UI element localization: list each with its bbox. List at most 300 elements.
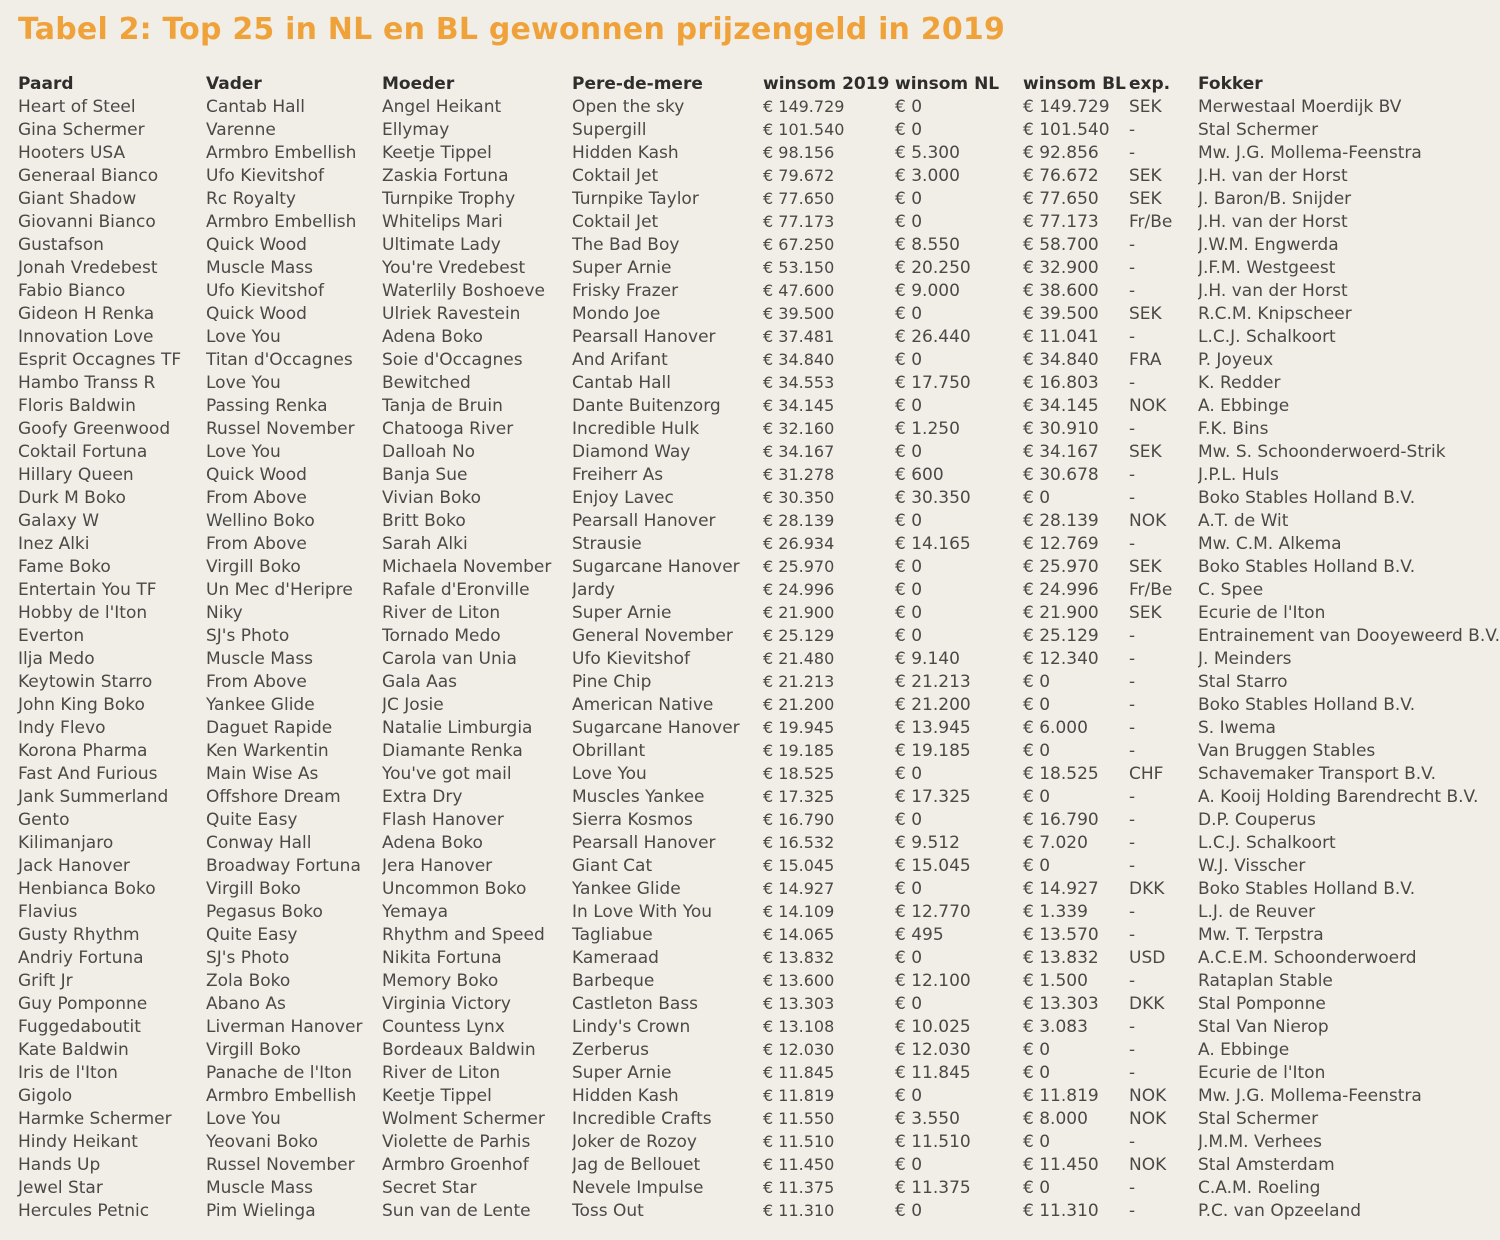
winnings-2019-cell: € 32.160 [763,419,835,438]
dam-cell: Rafale d'Eronville [382,579,530,600]
breeder-cell: Entrainement van Dooyeweerd B.V. [1198,625,1500,646]
sire-cell: Broadway Fortuna [206,855,361,876]
dam-cell: Adena Boko [382,832,483,853]
dam-sire-cell: Joker de Rozoy [572,1131,697,1152]
dam-cell: Ellymay [382,119,450,140]
dam-cell: Nikita Fortuna [382,947,502,968]
export-cell: - [1129,142,1136,163]
table-row [0,762,1500,785]
dam-cell: Michaela November [382,556,552,577]
table-title: Tabel 2: Top 25 in NL en BL gewonnen prijzengeld in 2019 [18,12,1006,47]
sire-cell: Virgill Boko [206,1039,301,1060]
winnings-2019-cell: € 13.600 [763,971,835,990]
export-cell: - [1129,1016,1136,1037]
breeder-cell: D.P. Couperus [1198,809,1316,830]
sire-cell: Passing Renka [206,395,328,416]
breeder-cell: S. Iwema [1198,717,1276,738]
dam-sire-cell: Freiherr As [572,464,664,485]
sire-cell: SJ's Photo [206,625,290,646]
winnings-bl-cell: € 25.129 [1023,625,1099,646]
winnings-nl-cell: € 0 [895,349,923,370]
winnings-2019-cell: € 37.481 [763,327,835,346]
winnings-2019-cell: € 18.525 [763,764,835,783]
horse-cell: Esprit Occagnes TF [18,349,182,370]
dam-cell: Ulriek Ravestein [382,303,521,324]
dam-sire-cell: Super Arnie [572,257,672,278]
dam-sire-cell: Sierra Kosmos [572,809,693,830]
breeder-cell: W.J. Visscher [1198,855,1306,876]
sire-cell: From Above [206,487,307,508]
dam-cell: Natalie Limburgia [382,717,533,738]
table-row [0,532,1500,555]
sire-cell: Love You [206,441,281,462]
sire-cell: Offshore Dream [206,786,341,807]
winnings-nl-cell: € 0 [895,993,923,1014]
winnings-2019-cell: € 34.167 [763,442,835,461]
export-cell: NOK [1129,1085,1167,1106]
breeder-cell: J.W.M. Engwerda [1198,234,1339,255]
horse-cell: Indy Flevo [18,717,106,738]
column-header-paard: Paard [18,73,74,94]
export-cell: SEK [1129,188,1162,209]
winnings-2019-cell: € 77.173 [763,212,835,231]
sire-cell: Armbro Embellish [206,142,357,163]
winnings-2019-cell: € 149.729 [763,97,845,116]
winnings-nl-cell: € 0 [895,96,923,117]
column-header-moeder: Moeder [382,73,455,94]
winnings-nl-cell: € 0 [895,1154,923,1175]
winnings-nl-cell: € 0 [895,625,923,646]
dam-cell: Gala Aas [382,671,458,692]
dam-cell: Whitelips Mari [382,211,503,232]
table-row [0,1130,1500,1153]
sire-cell: Virgill Boko [206,878,301,899]
breeder-cell: Van Bruggen Stables [1198,740,1376,761]
export-cell: - [1129,372,1136,393]
winnings-bl-cell: € 0 [1023,694,1051,715]
dam-sire-cell: The Bad Boy [572,234,680,255]
table-row [0,164,1500,187]
horse-cell: Galaxy W [18,510,100,531]
winnings-2019-cell: € 12.030 [763,1040,835,1059]
winnings-bl-cell: € 0 [1023,1039,1051,1060]
winnings-nl-cell: € 12.770 [895,901,971,922]
winnings-nl-cell: € 0 [895,809,923,830]
sire-cell: Muscle Mass [206,1177,314,1198]
table-row [0,463,1500,486]
column-header-winsom-2019: winsom 2019 [763,73,890,94]
dam-sire-cell: Hidden Kash [572,1085,679,1106]
winnings-2019-cell: € 101.540 [763,120,845,139]
export-cell: NOK [1129,395,1167,416]
breeder-cell: Mw. T. Terpstra [1198,924,1324,945]
horse-cell: Andriy Fortuna [18,947,144,968]
dam-sire-cell: Giant Cat [572,855,653,876]
dam-cell: Carola van Unia [382,648,517,669]
dam-sire-cell: Nevele Impulse [572,1177,704,1198]
winnings-nl-cell: € 0 [895,947,923,968]
winnings-nl-cell: € 14.165 [895,533,971,554]
winnings-nl-cell: € 3.000 [895,165,960,186]
table-row [0,1015,1500,1038]
table-row [0,624,1500,647]
breeder-cell: Stal Amsterdam [1198,1154,1335,1175]
breeder-cell: J. Baron/B. Snijder [1198,188,1352,209]
dam-cell: JC Josie [382,694,444,715]
winnings-bl-cell: € 1.339 [1023,901,1088,922]
winnings-2019-cell: € 11.819 [763,1086,835,1105]
breeder-cell: F.K. Bins [1198,418,1269,439]
winnings-nl-cell: € 21.200 [895,694,971,715]
winnings-bl-cell: € 76.672 [1023,165,1099,186]
winnings-2019-cell: € 16.532 [763,833,835,852]
dam-cell: Dalloah No [382,441,476,462]
winnings-2019-cell: € 77.650 [763,189,835,208]
table-row [0,647,1500,670]
table-row [0,1199,1500,1222]
export-cell: - [1129,671,1136,692]
table-row [0,1061,1500,1084]
export-cell: SEK [1129,165,1162,186]
dam-cell: River de Liton [382,1062,501,1083]
export-cell: - [1129,119,1136,140]
horse-cell: Goofy Greenwood [18,418,171,439]
winnings-bl-cell: € 24.996 [1023,579,1099,600]
horse-cell: Gustafson [18,234,104,255]
export-cell: - [1129,326,1136,347]
winnings-nl-cell: € 600 [895,464,944,485]
winnings-nl-cell: € 8.550 [895,234,960,255]
dam-cell: Jera Hanover [382,855,493,876]
winnings-2019-cell: € 26.934 [763,534,835,553]
export-cell: - [1129,257,1136,278]
table-row [0,923,1500,946]
sire-cell: Varenne [206,119,276,140]
breeder-cell: J.H. van der Horst [1198,280,1348,301]
export-cell: SEK [1129,602,1162,623]
winnings-2019-cell: € 25.970 [763,557,835,576]
horse-cell: Hillary Queen [18,464,134,485]
horse-cell: Floris Baldwin [18,395,136,416]
export-cell: - [1129,1200,1136,1221]
horse-cell: Fast And Furious [18,763,158,784]
winnings-2019-cell: € 21.480 [763,649,835,668]
breeder-cell: Mw. J.G. Mollema-Feenstra [1198,1085,1422,1106]
dam-sire-cell: Super Arnie [572,1062,672,1083]
dam-sire-cell: Supergill [572,119,647,140]
dam-sire-cell: Enjoy Lavec [572,487,674,508]
winnings-nl-cell: € 11.510 [895,1131,971,1152]
winnings-2019-cell: € 21.900 [763,603,835,622]
horse-cell: Hobby de l'Iton [18,602,148,623]
winnings-2019-cell: € 19.945 [763,718,835,737]
winnings-bl-cell: € 0 [1023,786,1051,807]
horse-cell: Iris de l'Iton [18,1062,118,1083]
winnings-nl-cell: € 11.845 [895,1062,971,1083]
export-cell: - [1129,234,1136,255]
horse-cell: Kilimanjaro [18,832,114,853]
export-cell: - [1129,694,1136,715]
winnings-2019-cell: € 11.510 [763,1132,835,1151]
horse-cell: Gento [18,809,70,830]
column-header-pere-de-mere: Pere-de-mere [572,73,703,94]
table-row [0,1107,1500,1130]
winnings-2019-cell: € 28.139 [763,511,835,530]
horse-cell: Jewel Star [18,1177,103,1198]
winnings-bl-cell: € 11.819 [1023,1085,1099,1106]
winnings-bl-cell: € 11.041 [1023,326,1099,347]
table-row [0,417,1500,440]
table-row [0,210,1500,233]
table-row [0,854,1500,877]
sire-cell: Abano As [206,993,286,1014]
export-cell: - [1129,1062,1136,1083]
dam-sire-cell: Tagliabue [572,924,653,945]
winnings-nl-cell: € 0 [895,303,923,324]
export-cell: - [1129,1039,1136,1060]
column-header-winsom-nl: winsom NL [895,73,1000,94]
winnings-nl-cell: € 12.100 [895,970,971,991]
winnings-nl-cell: € 0 [895,188,923,209]
horse-cell: Gideon H Renka [18,303,155,324]
dam-cell: Keetje Tippel [382,142,492,163]
table-row [0,141,1500,164]
table-row [0,1176,1500,1199]
winnings-2019-cell: € 14.065 [763,925,835,944]
winnings-bl-cell: € 0 [1023,855,1051,876]
sire-cell: Quick Wood [206,303,307,324]
horse-cell: Coktail Fortuna [18,441,148,462]
winnings-bl-cell: € 13.832 [1023,947,1099,968]
table-row [0,946,1500,969]
export-cell: - [1129,809,1136,830]
winnings-2019-cell: € 67.250 [763,235,835,254]
dam-sire-cell: In Love With You [572,901,712,922]
dam-sire-cell: Coktail Jet [572,165,659,186]
winnings-nl-cell: € 19.185 [895,740,971,761]
table-row [0,992,1500,1015]
winnings-2019-cell: € 16.790 [763,810,835,829]
winnings-bl-cell: € 101.540 [1023,119,1110,140]
winnings-bl-cell: € 14.927 [1023,878,1099,899]
export-cell: - [1129,924,1136,945]
breeder-cell: K. Redder [1198,372,1281,393]
dam-cell: Tanja de Bruin [382,395,503,416]
dam-cell: Turnpike Trophy [382,188,516,209]
export-cell: SEK [1129,96,1162,117]
winnings-nl-cell: € 20.250 [895,257,971,278]
breeder-cell: Rataplan Stable [1198,970,1333,991]
table-row [0,440,1500,463]
winnings-2019-cell: € 15.045 [763,856,835,875]
horse-cell: Keytowin Starro [18,671,153,692]
breeder-cell: C. Spee [1198,579,1264,600]
table-row [0,808,1500,831]
breeder-cell: J.H. van der Horst [1198,165,1348,186]
winnings-2019-cell: € 79.672 [763,166,835,185]
winnings-2019-cell: € 53.150 [763,258,835,277]
dam-sire-cell: Zerberus [572,1039,649,1060]
winnings-2019-cell: € 39.500 [763,304,835,323]
dam-cell: Virginia Victory [382,993,511,1014]
breeder-cell: Boko Stables Holland B.V. [1198,556,1416,577]
dam-sire-cell: Hidden Kash [572,142,679,163]
horse-cell: Hambo Transs R [18,372,156,393]
export-cell: - [1129,464,1136,485]
winnings-bl-cell: € 11.450 [1023,1154,1099,1175]
export-cell: - [1129,280,1136,301]
sire-cell: Yankee Glide [206,694,315,715]
winnings-2019-cell: € 34.145 [763,396,835,415]
breeder-cell: Stal Schermer [1198,119,1319,140]
winnings-2019-cell: € 11.550 [763,1109,835,1128]
table-row [0,348,1500,371]
dam-cell: Vivian Boko [382,487,482,508]
horse-cell: Fuggedaboutit [18,1016,141,1037]
dam-cell: Violette de Parhis [382,1131,531,1152]
horse-cell: Giant Shadow [18,188,137,209]
winnings-2019-cell: € 31.278 [763,465,835,484]
winnings-nl-cell: € 9.512 [895,832,960,853]
dam-cell: Tornado Medo [382,625,501,646]
dam-cell: Uncommon Boko [382,878,527,899]
prize-money-table [0,72,1500,1222]
sire-cell: Love You [206,326,281,347]
dam-sire-cell: Sugarcane Hanover [572,556,740,577]
sire-cell: Wellino Boko [206,510,315,531]
column-header-vader: Vader [206,73,262,94]
table-row [0,256,1500,279]
winnings-2019-cell: € 13.832 [763,948,835,967]
dam-cell: Ultimate Lady [382,234,501,255]
winnings-bl-cell: € 34.167 [1023,441,1099,462]
horse-cell: Hooters USA [18,142,126,163]
dam-sire-cell: Toss Out [572,1200,644,1221]
export-cell: DKK [1129,878,1165,899]
dam-sire-cell: And Arifant [572,349,668,370]
breeder-cell: Boko Stables Holland B.V. [1198,878,1416,899]
breeder-cell: A.C.E.M. Schoonderwoerd [1198,947,1417,968]
export-cell: - [1129,901,1136,922]
table-row [0,900,1500,923]
winnings-bl-cell: € 28.139 [1023,510,1099,531]
breeder-cell: J.P.L. Huls [1198,464,1279,485]
horse-cell: Korona Pharma [18,740,148,761]
table-row [0,302,1500,325]
dam-sire-cell: Strausie [572,533,642,554]
breeder-cell: L.J. de Reuver [1198,901,1316,922]
winnings-nl-cell: € 495 [895,924,944,945]
winnings-bl-cell: € 32.900 [1023,257,1099,278]
export-cell: SEK [1129,303,1162,324]
winnings-nl-cell: € 0 [895,763,923,784]
horse-cell: Gusty Rhythm [18,924,140,945]
breeder-cell: A. Ebbinge [1198,1039,1290,1060]
table-row [0,555,1500,578]
breeder-cell: R.C.M. Knipscheer [1198,303,1352,324]
export-cell: SEK [1129,556,1162,577]
table-row [0,670,1500,693]
winnings-bl-cell: € 7.020 [1023,832,1088,853]
winnings-2019-cell: € 11.845 [763,1063,835,1082]
dam-cell: Diamante Renka [382,740,523,761]
sire-cell: Rc Royalty [206,188,296,209]
table-row [0,118,1500,141]
winnings-bl-cell: € 13.570 [1023,924,1099,945]
table-row [0,693,1500,716]
breeder-cell: Mw. S. Schoonderwoerd-Strik [1198,441,1446,462]
sire-cell: Ufo Kievitshof [206,280,325,301]
sire-cell: Ufo Kievitshof [206,165,325,186]
dam-cell: Countess Lynx [382,1016,505,1037]
winnings-bl-cell: € 92.856 [1023,142,1099,163]
export-cell: FRA [1129,349,1162,370]
breeder-cell: C.A.M. Roeling [1198,1177,1321,1198]
table-row [0,1153,1500,1176]
horse-cell: Gina Schermer [18,119,145,140]
table-row [0,486,1500,509]
breeder-cell: A. Kooij Holding Barendrecht B.V. [1198,786,1479,807]
sire-cell: Panache de l'Iton [206,1062,352,1083]
sire-cell: From Above [206,671,307,692]
breeder-cell: Schavemaker Transport B.V. [1198,763,1436,784]
horse-cell: Jank Summerland [18,786,169,807]
export-cell: Fr/Be [1129,579,1173,600]
dam-sire-cell: Incredible Crafts [572,1108,712,1129]
winnings-2019-cell: € 24.996 [763,580,835,599]
sire-cell: Cantab Hall [206,96,305,117]
export-cell: - [1129,1131,1136,1152]
dam-cell: Bewitched [382,372,471,393]
dam-sire-cell: Dante Buitenzorg [572,395,721,416]
breeder-cell: Boko Stables Holland B.V. [1198,487,1416,508]
sire-cell: Russel November [206,1154,355,1175]
dam-sire-cell: Jag de Bellouet [572,1154,701,1175]
table-row [0,187,1500,210]
dam-sire-cell: Ufo Kievitshof [572,648,691,669]
sire-cell: Liverman Hanover [206,1016,363,1037]
breeder-cell: P. Joyeux [1198,349,1274,370]
winnings-bl-cell: € 12.769 [1023,533,1099,554]
winnings-2019-cell: € 13.303 [763,994,835,1013]
winnings-bl-cell: € 77.650 [1023,188,1099,209]
dam-sire-cell: Pearsall Hanover [572,832,716,853]
dam-sire-cell: Pine Chip [572,671,652,692]
horse-cell: Durk M Boko [18,487,126,508]
dam-cell: Armbro Groenhof [382,1154,529,1175]
horse-cell: Flavius [18,901,78,922]
winnings-bl-cell: € 0 [1023,1177,1051,1198]
winnings-nl-cell: € 3.550 [895,1108,960,1129]
winnings-nl-cell: € 10.025 [895,1016,971,1037]
dam-cell: Extra Dry [382,786,463,807]
winnings-nl-cell: € 0 [895,211,923,232]
dam-sire-cell: Obrillant [572,740,646,761]
dam-cell: Yemaya [382,901,449,922]
horse-cell: Hercules Petnic [18,1200,150,1221]
winnings-nl-cell: € 15.045 [895,855,971,876]
breeder-cell: Merwestaal Moerdijk BV [1198,96,1402,117]
export-cell: Fr/Be [1129,211,1173,232]
horse-cell: Generaal Bianco [18,165,159,186]
winnings-nl-cell: € 0 [895,556,923,577]
sire-cell: From Above [206,533,307,554]
dam-cell: Sun van de Lente [382,1200,531,1221]
horse-cell: Ilja Medo [18,648,95,669]
table-row [0,233,1500,256]
winnings-nl-cell: € 9.000 [895,280,960,301]
dam-sire-cell: American Native [572,694,714,715]
